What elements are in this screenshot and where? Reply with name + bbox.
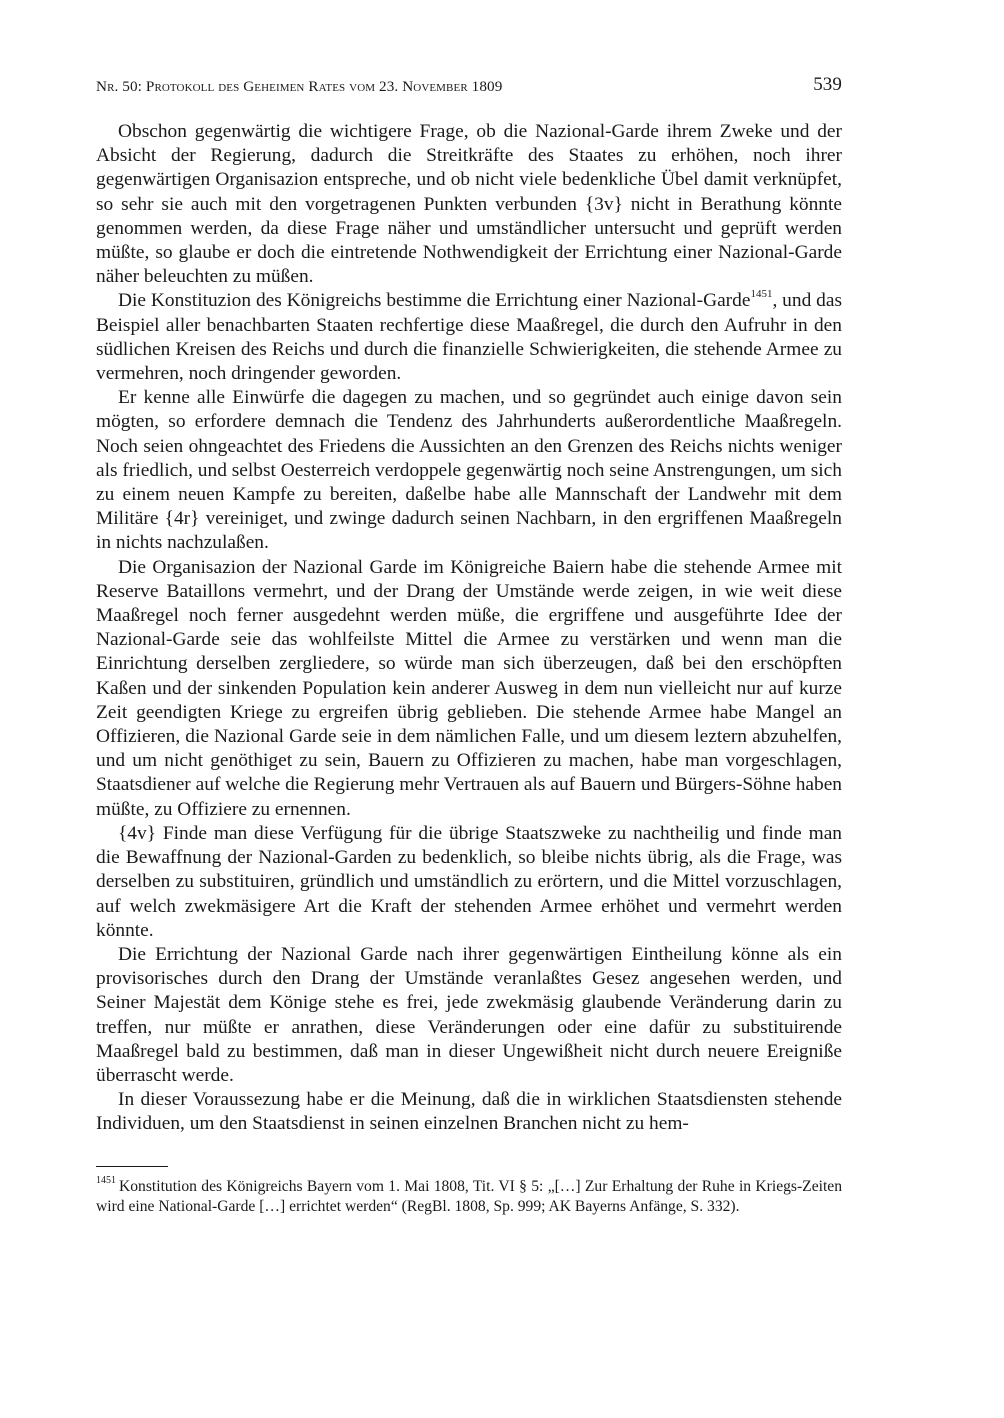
paragraph-6: Die Errichtung der Nazional Garde nach ihrer gegenwärtigen Eintheilung könne als ein provisorisches durch den Drang der Umstände veranlaßtes Gesez angesehen werden, und Seiner Majestät dem Könige stehe es frei, jede zwekmäsig glaubende Veränderung darin zu treffen, nur müßte er anrathen, diese Veränderungen oder eine dafür zu substituirende Maaßregel bald zu bestimmen, daß man in dieser Ungewißheit nicht durch neuere Ereigniße überrascht werde. [96, 943, 842, 1086]
running-title: Nr. 50: Protokoll des Geheimen Rates vom 23. November 1809 [96, 78, 503, 95]
footnote-reference: 1451 [750, 287, 773, 300]
running-header [96, 70, 842, 100]
footnote [96, 1177, 842, 1218]
paragraph-5: {4v} Finde man diese Verfügung für die übrige Staatszweke zu nachtheilig und finde man die Bewaffnung der Nazional-Garden zu bedenklich, so bleibe nichts übrig, als die Frage, was derselben zu substituiren, gründlich und umständlich zu erörtern, und die Mittel vorzuschlagen, auf welch zwekmäsigere Art die Kraft der stehenden Armee erhöhet und vermehrt werden könnte. [96, 822, 842, 941]
paragraph-4: Die Organisazion der Nazional Garde im Königreiche Baiern habe die stehende Armee mit Reserve Bataillons vermehrt, und der Drang der Umstände werde zeigen, in wie weit diese Maaßregel noch ferner ausgedehnt werden müße, die ergriffene und ausgeführte Idee der Nazional-Garde seie das wohlfeilste Mittel die Armee zu verstärken und wenn man die Einrichtung derselben zergliedere, so würde man sich überzeugen, daß bei den erschöpften Kaßen und der sinkenden Population kein anderer Ausweg in dem nun vielleicht nur auf kurze Zeit geendigten Kriege zu ergreifen übrig geblieben. Die stehende Armee habe Mangel an Offizieren, die Nazional Garde seie in dem nämlichen Falle, und um diesem leztern abzuhelfen, und um nicht genöthiget zu sein, Bauern zu Offizieren zu machen, habe man vorgeschlagen, Staatsdiener auf welche die Regierung mehr Vertrauen als auf Bauern und Bürgers-Söhne haben müßte, zu Offiziere zu ernennen. [96, 556, 842, 820]
main-text [96, 120, 842, 1137]
paragraph-2 [96, 289, 842, 386]
document-page [96, 70, 842, 1218]
footnote-divider [96, 1166, 168, 1167]
footnote-number: 1451 [96, 1175, 116, 1187]
paragraph-2-text-before-note: Die Konstituzion des Königreichs bestimme die Errichtung einer Nazional-Garde [118, 290, 751, 312]
paragraph-2-text-after-note: , und das Beispiel aller benachbarten Staaten rechfertige diese Maaßregel, die durch den Aufruhr in den südlichen Kreisen des Reichs und durch die finanzielle Schwierigkeiten, die stehende Armee zu vermehren, noch dringender geworden. [96, 290, 843, 385]
footnote-text: Konstitution des Königreichs Bayern vom 1. Mai 1808, Tit. VI § 5: „[…] Zur Erhaltung der Ruhe in Kriegs-Zeiten wird eine National-Garde […] errichtet werden“ (RegBl. 1808, Sp. 999; AK Bayerns Anfänge, S. 332). [96, 1177, 842, 1216]
paragraph-7: In dieser Voraussezung habe er die Meinung, daß die in wirklichen Staatsdiensten stehende Individuen, um den Staatsdienst in seinen einzelnen Branchen nicht zu hem- [96, 1089, 842, 1135]
paragraph-3: Er kenne alle Einwürfe die dagegen zu machen, und so gegründet auch einige davon sein mögten, so erfordere demnach die Tendenz des Jahrhunderts außerordentliche Maaßregeln. Noch seien ohngeachtet des Friedens die Aussichten an den Grenzen des Reichs nichts weniger als friedlich, und selbst Oesterreich verdoppele gegenwärtig noch seine Anstrengungen, um sich zu einem neuen Kampfe zu bereiten, daßelbe habe alle Mannschaft der Landwehr mit dem Militäre {4r} vereiniget, und zwinge dadurch seinen Nachbarn, in den ergriffenen Maaßregeln in nichts nachzulaßen. [96, 387, 842, 554]
page-number: 539 [813, 74, 842, 95]
paragraph-1: Obschon gegenwärtig die wichtigere Frage, ob die Nazional-Garde ihrem Zweke und der Absicht der Regierung, dadurch die Streitkräfte des Staates zu erhöhen, noch ihrer gegenwärtigen Organisazion entspreche, und ob nicht viele bedenkliche Übel damit verknüpfet, so sehr sie auch mit den vorgetragenen Punkten verbunden {3v} nicht in Berathung könnte genommen werden, da diese Frage näher und umständlicher untersucht und geprüft werden müßte, so glaube er doch die eintretende Nothwendigkeit der Errichtung einer Nazional-Garde näher beleuchten zu müßen. [96, 121, 842, 288]
